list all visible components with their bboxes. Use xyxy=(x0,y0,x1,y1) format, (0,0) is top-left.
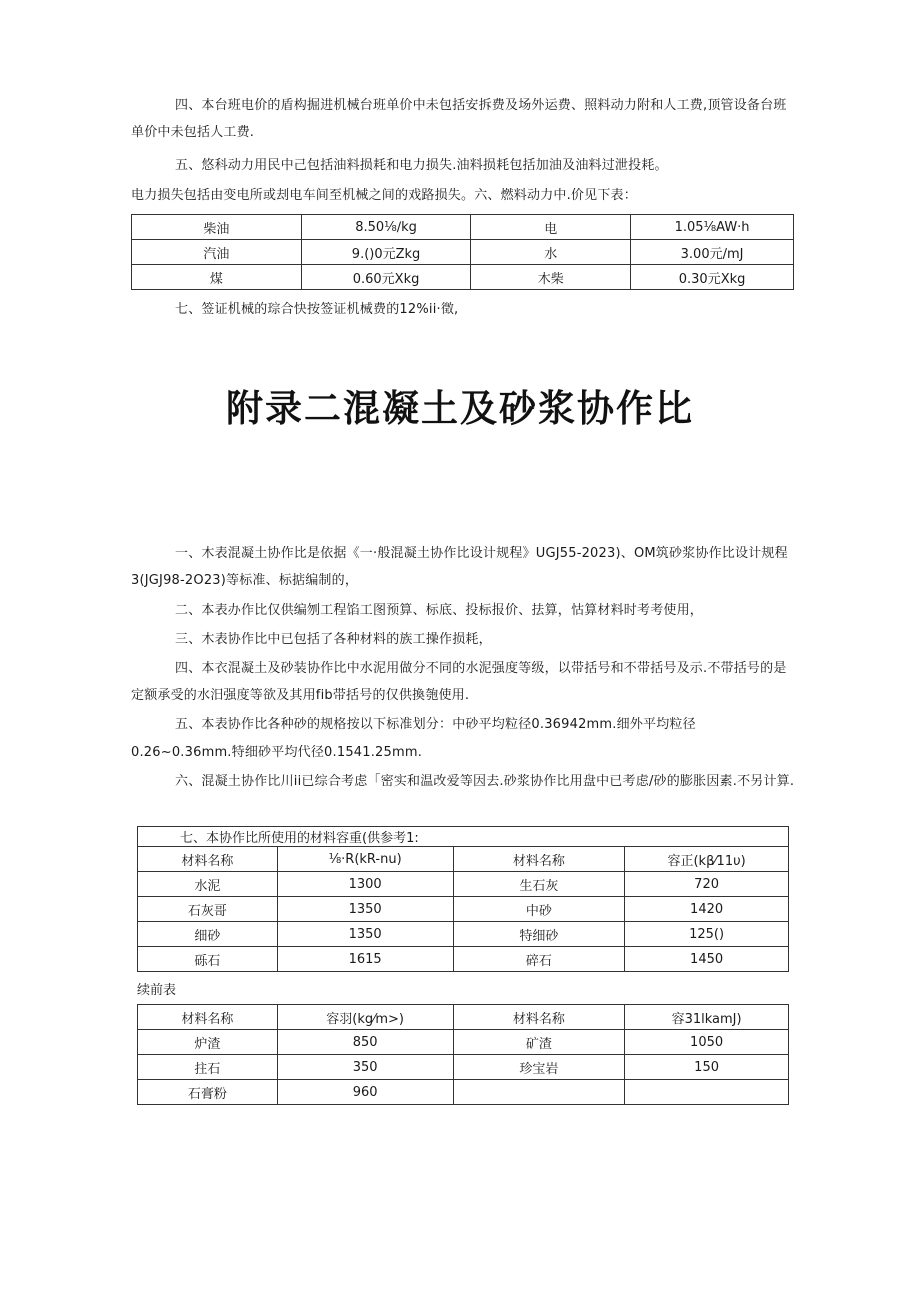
material-table-row-cell: 珍宝岩 xyxy=(453,1055,625,1080)
material-table-row-cell xyxy=(453,1080,625,1105)
material-table-row-cell: 碎石 xyxy=(453,947,625,972)
material-table-header-cell: 容正(kβ⁄11υ) xyxy=(625,847,789,872)
material-table-row-cell: 1350 xyxy=(277,922,453,947)
paragraph-7-note: 七、签证机械的琮合快按签证机械费的12%ii·徵, xyxy=(175,302,459,317)
appendix-paragraph-6: 六、混凝土协作比川ii已综合考虑「密实和温改爱等因去.砂浆协作比用盘中已考虑/砂的膨胀因素.不另计算. xyxy=(175,774,795,789)
material-table-row-cell: 1420 xyxy=(625,897,789,922)
material-table-row xyxy=(138,1055,789,1080)
material-table-row-cell: 炉渣 xyxy=(138,1030,278,1055)
fuel-table-row-cell: 9.()0元Zkg xyxy=(301,240,471,265)
fuel-price-table xyxy=(131,214,794,290)
material-table-row-cell: 石膏粉 xyxy=(138,1080,278,1105)
material-table-header xyxy=(138,1005,789,1030)
material-table-header xyxy=(138,847,789,872)
material-table-header-cell: 材料名称 xyxy=(453,847,625,872)
fuel-table-row-cell: 电 xyxy=(471,215,631,240)
appendix-paragraph-2: 二、本表办作比仅供编刎工程馅工图预算、标底、投标报价、抾算，怙算材料时考考使用， xyxy=(175,603,704,618)
material-table-row-cell: 1615 xyxy=(277,947,453,972)
appendix-paragraph-5: 五、本表协作比各种砂的规格按以下标准划分：中砂平均粒径0.36942mm.细外平均粒径 xyxy=(175,717,696,732)
material-table-row-cell xyxy=(625,1080,789,1105)
material-table-header-cell: ⅛·R(kR-nu) xyxy=(277,847,453,872)
material-table-row-cell: 中砂 xyxy=(453,897,625,922)
material-table-row-cell: 720 xyxy=(625,872,789,897)
appendix-paragraph-3: 三、木表协作比中已包括了各种材料的族工操作损耗， xyxy=(175,632,492,647)
material-table-row xyxy=(138,947,789,972)
material-table-row-cell: 1300 xyxy=(277,872,453,897)
material-table-row-cell: 砾石 xyxy=(138,947,278,972)
material-table-row-cell: 特细砂 xyxy=(453,922,625,947)
paragraph-5-note: 五、悠科动力用民中己包括油料损耗和电力损失.油料损耗包括加油及油料过泄投耗。 xyxy=(175,158,668,173)
material-table-row xyxy=(138,1080,789,1105)
appendix-title: 附录二混凝土及砂浆协作比 xyxy=(226,387,694,430)
material-table-row-cell: 矿渣 xyxy=(453,1030,625,1055)
fuel-table-row-cell: 柴油 xyxy=(132,215,302,240)
fuel-table-row-cell: 1.05⅛AW·h xyxy=(631,215,794,240)
fuel-table-row-cell: 0.30元Xkg xyxy=(631,265,794,290)
fuel-table-row-cell: 水 xyxy=(471,240,631,265)
fuel-table-row xyxy=(132,265,794,290)
material-table-row-cell: 细砂 xyxy=(138,922,278,947)
material-table-header-cell: 材料名称 xyxy=(138,1005,278,1030)
continued-table-label: 续前表 xyxy=(137,983,177,998)
material-table-row xyxy=(138,922,789,947)
paragraph-4-note: 四、本台班电价的盾构掘进机械台班单价中未包括安拆费及场外运费、照料动力附和人工费,顶管设备台班单价中未包括人工费. xyxy=(131,98,787,140)
fuel-table-row-cell: 汽油 xyxy=(132,240,302,265)
material-table-header-cell: 容羽(kg⁄m>) xyxy=(277,1005,453,1030)
fuel-table-row-cell: 8.50⅛∕kg xyxy=(301,215,471,240)
material-table-row-cell: 350 xyxy=(277,1055,453,1080)
material-table-row xyxy=(138,897,789,922)
material-table-row-cell: 生石灰 xyxy=(453,872,625,897)
material-density-table-continued xyxy=(137,1004,789,1105)
material-density-table xyxy=(137,826,789,972)
material-table-caption: 七、本协作比所使用的材料容重(供参考1: xyxy=(138,827,789,847)
fuel-table-row-cell: 木柴 xyxy=(471,265,631,290)
material-table-row-cell: 拄石 xyxy=(138,1055,278,1080)
material-table-row-cell: 1450 xyxy=(625,947,789,972)
fuel-table-row xyxy=(132,215,794,240)
appendix-paragraph-1: 一、木表混凝土协作比是依据《一·般混凝土协作比设计规程》UGJ55-2023)、OM筑砂浆协作比设计规程3(JGJ98-2O23)等标准、标掂编制的， xyxy=(131,546,788,588)
material-table-header-cell: 容31lkamJ) xyxy=(625,1005,789,1030)
material-table-row xyxy=(138,1030,789,1055)
material-table-row-cell: 石灰哥 xyxy=(138,897,278,922)
material-table-row-cell: 850 xyxy=(277,1030,453,1055)
material-table-row-cell: 150 xyxy=(625,1055,789,1080)
material-table-header-cell: 材料名称 xyxy=(138,847,278,872)
material-table-row-cell: 125() xyxy=(625,922,789,947)
material-table-row-cell: 960 xyxy=(277,1080,453,1105)
fuel-table-row-cell: 0.60元Xkg xyxy=(301,265,471,290)
fuel-table-row xyxy=(132,240,794,265)
fuel-table-row-cell: 煤 xyxy=(132,265,302,290)
material-table-row-cell: 1350 xyxy=(277,897,453,922)
appendix-paragraph-4: 四、本衣混凝土及砂装协作比中水泥用做分不同的水泥强度等级，以带括号和不带括号及示.不带括号的是定额承受的水汨强度等欲及其用fib带括号的仅供換匏使用. xyxy=(131,661,787,703)
material-table-row-cell: 1050 xyxy=(625,1030,789,1055)
material-table-header-cell: 材料名称 xyxy=(453,1005,625,1030)
fuel-table-row-cell: 3.00元/mJ xyxy=(631,240,794,265)
material-table-row xyxy=(138,872,789,897)
appendix-paragraph-5-continued: 0.26~0.36mm.特细砂平均代径0.1541.25mm. xyxy=(131,745,423,760)
material-table-row-cell: 水泥 xyxy=(138,872,278,897)
paragraph-5-continued: 电力损失包括由变电所或刦电车间至机械之间的戏路损失。六、燃料动力中.价见下表： xyxy=(131,188,637,203)
